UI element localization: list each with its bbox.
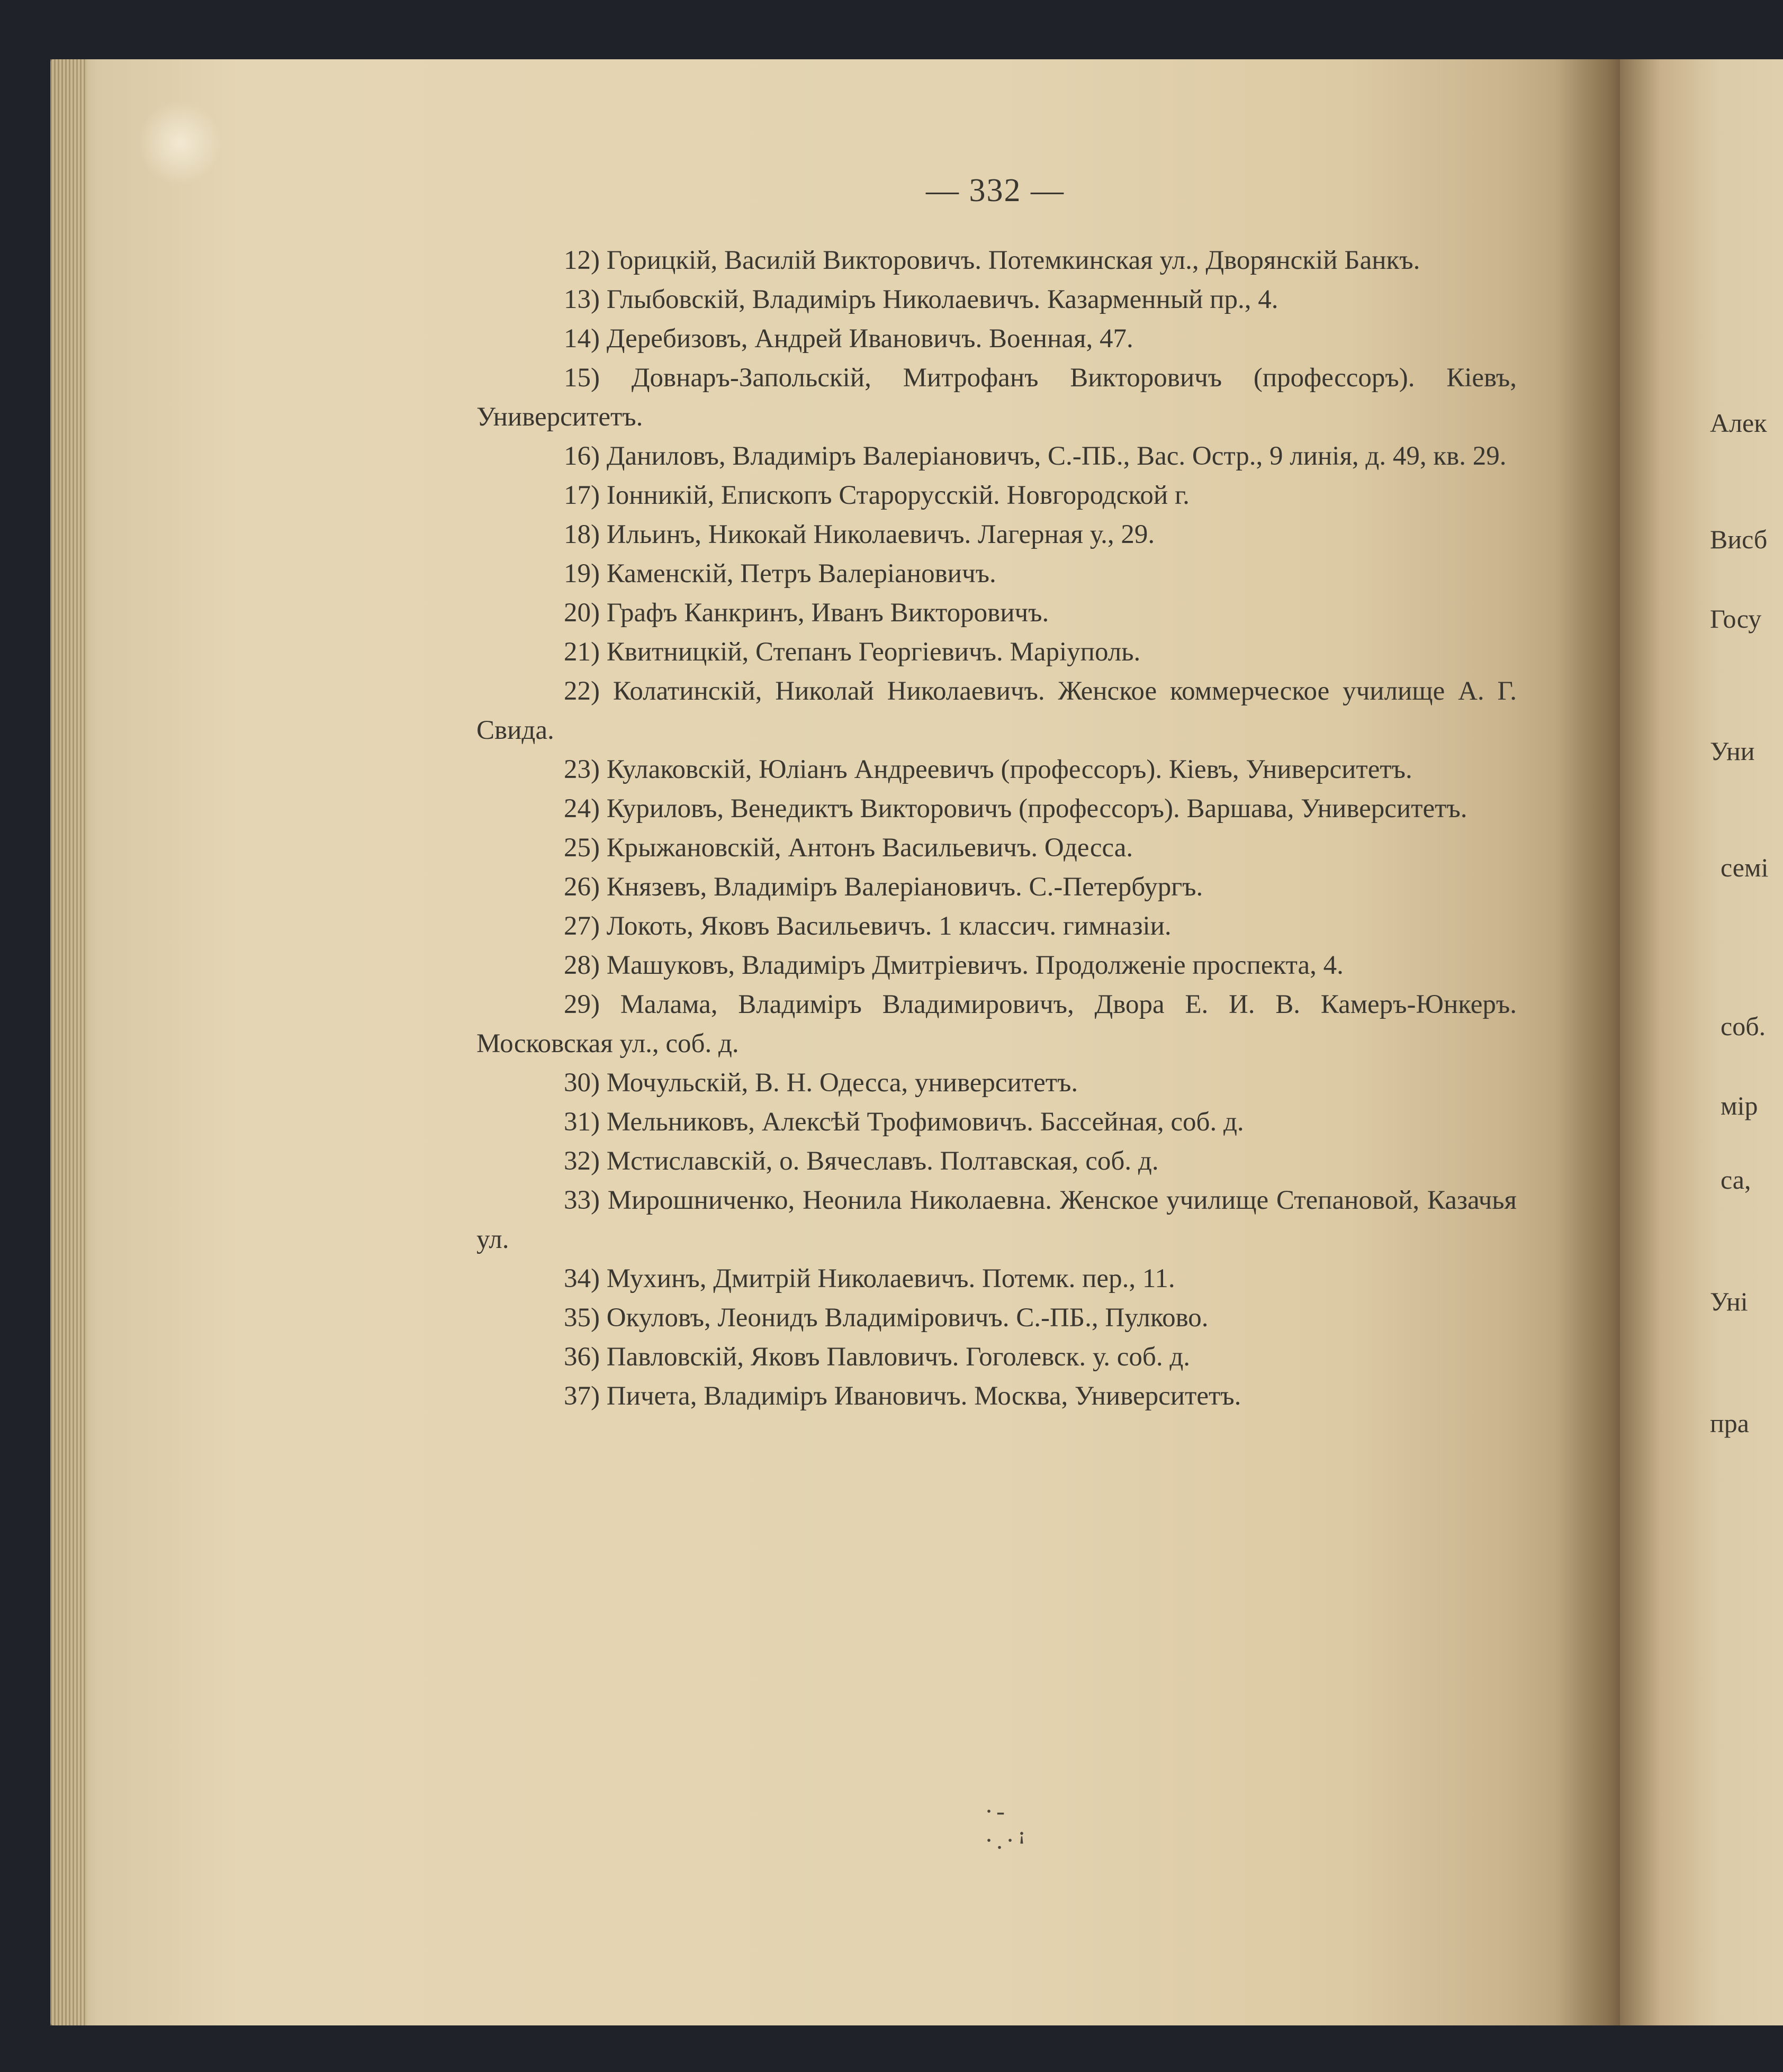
- list-item: 35) Окуловъ, Леонидъ Владиміровичъ. С.-ПБ., Пулково.: [564, 1303, 1209, 1333]
- list-item: 27) Локоть, Яковъ Васильевичъ. 1 классич. гимназіи.: [564, 911, 1172, 941]
- list-item: 28) Машуковъ, Владиміръ Дмитріевичъ. Продолженіе проспекта, 4.: [564, 951, 1344, 980]
- right-page-fragment: Госу: [1710, 604, 1762, 634]
- list-item: 24) Куриловъ, Венедиктъ Викторовичъ (профессоръ). Варшава, Университетъ.: [564, 794, 1467, 824]
- right-page-fragment: Уни: [1710, 736, 1755, 766]
- right-page-fragment: семі: [1721, 853, 1769, 882]
- list-item: 23) Кулаковскій, Юліанъ Андреевичъ (профессоръ). Кіевъ, Университетъ.: [564, 755, 1412, 784]
- paper-stain: [138, 101, 222, 185]
- list-item: 25) Крыжановскій, Антонъ Васильевичъ. Одесса.: [564, 833, 1133, 863]
- list-item: 15) Довнаръ-Запольскій, Митрофанъ Викторовичъ (профессоръ). Кіевъ, Университетъ.: [476, 363, 1517, 432]
- right-page-fragment: Уні: [1710, 1287, 1748, 1316]
- list-item: 26) Князевъ, Владиміръ Валеріановичъ. С.-Петербургъ.: [564, 872, 1203, 902]
- list-item: 20) Графъ Канкринъ, Иванъ Викторовичъ.: [564, 598, 1049, 628]
- list-item: 37) Пичета, Владиміръ Ивановичъ. Москва, Университетъ.: [564, 1381, 1241, 1411]
- list-item: 30) Мочульскій, В. Н. Одесса, университетъ.: [564, 1068, 1078, 1098]
- list-item: 18) Ильинъ, Никокай Николаевичъ. Лагерная у., 29.: [564, 520, 1155, 549]
- list-item: 21) Квитницкій, Степанъ Георгіевичъ. Маріуполь.: [564, 637, 1141, 667]
- list-item: 16) Даниловъ, Владиміръ Валеріановичъ, С.-ПБ., Вас. Остр., 9 линія, д. 49, кв. 29.: [564, 441, 1507, 471]
- page-edges: [50, 59, 87, 2025]
- page-number: — 332 —: [926, 173, 1065, 209]
- list-item: 33) Мирошниченко, Неонила Николаевна. Женское училище Степановой, Казачья ул.: [476, 1186, 1517, 1254]
- list-item: 14) Деребизовъ, Андрей Ивановичъ. Военная, 47.: [564, 324, 1133, 354]
- entry-list: [476, 241, 1517, 1416]
- list-item: 34) Мухинъ, Дмитрій Николаевичъ. Потемк. пер., 11.: [564, 1264, 1175, 1293]
- list-item: 32) Мстиславскій, о. Вячеславъ. Полтавская, соб. д.: [564, 1146, 1159, 1176]
- right-page-fragments: [1705, 0, 1783, 2072]
- list-item: 19) Каменскій, Петръ Валеріановичъ.: [564, 559, 996, 589]
- right-page-fragment: пра: [1710, 1408, 1749, 1438]
- list-item: 31) Мельниковъ, Алексѣй Трофимовичъ. Бассейная, соб. д.: [564, 1107, 1244, 1137]
- list-item: 13) Глыбовскій, Владиміръ Николаевичъ. Казарменный пр., 4.: [564, 285, 1278, 314]
- right-page-fragment: са,: [1721, 1165, 1751, 1195]
- list-item: 22) Колатинскій, Николай Николаевичъ. Женское коммерческое училище А. Г. Свида.: [476, 676, 1517, 745]
- list-item: 12) Горицкій, Василій Викторовичъ. Потемкинская ул., Дворянскій Банкъ.: [564, 246, 1420, 275]
- list-item: 17) Іонникій, Епископъ Старорусскій. Новгородской г.: [564, 481, 1190, 510]
- list-item: 29) Малама, Владиміръ Владимировичъ, Двора Е. И. В. Камеръ-Юнкеръ. Московская ул., соб. д.: [476, 990, 1517, 1058]
- page-ornament: ·-·.·ꜟ: [985, 1797, 1029, 1854]
- list-item: 36) Павловскій, Яковъ Павловичъ. Гоголевск. у. соб. д.: [564, 1342, 1191, 1372]
- right-page-fragment: соб.: [1721, 1011, 1766, 1041]
- right-page-fragment: Висб: [1710, 524, 1768, 554]
- right-page-fragment: мір: [1721, 1091, 1758, 1120]
- right-page-fragment: Алек: [1710, 408, 1767, 438]
